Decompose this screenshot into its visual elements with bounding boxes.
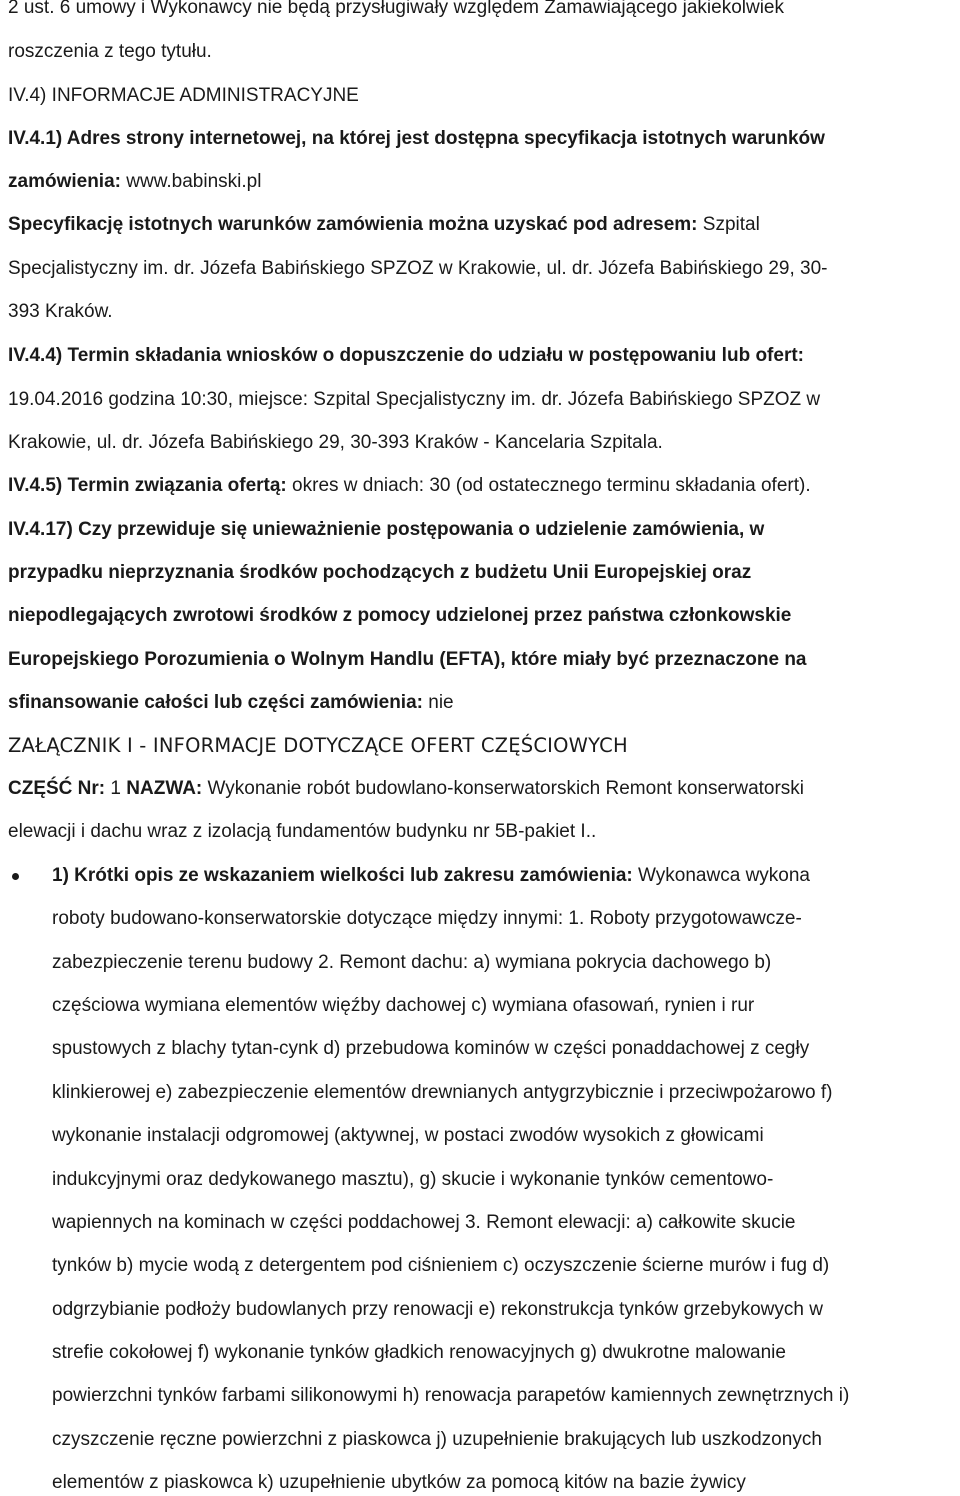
bold-text: IV.4.5) Termin związania ofertą: bbox=[8, 475, 293, 496]
line-8 bbox=[8, 300, 113, 324]
bullet-line-3 bbox=[52, 951, 771, 975]
bold-text: 1) Krótki opis ze wskazaniem wielkości lub zakresu zamówienia: bbox=[52, 865, 639, 886]
bold-text: zamówienia: bbox=[8, 171, 127, 192]
body-text: Krakowie, ul. dr. Józefa Babińskiego 29, 30-393 Kraków - Kancelaria Szpitala. bbox=[8, 432, 663, 453]
bullet-line-11 bbox=[52, 1298, 823, 1322]
line-9 bbox=[8, 344, 804, 368]
bullet-line-1 bbox=[52, 864, 810, 888]
body-text: Specjalistyczny im. dr. Józefa Babińskiego SPZOZ w Krakowie, ul. dr. Józefa Babińskiego 29, 30- bbox=[8, 258, 828, 279]
body-text: strefie cokołowej f) wykonanie tynków gładkich renowacyjnych g) dwukrotne malowanie bbox=[52, 1342, 786, 1363]
bullet-line-15 bbox=[52, 1471, 746, 1495]
line-10 bbox=[8, 388, 820, 412]
bullet-line-6 bbox=[52, 1081, 832, 1105]
bullet-line-5 bbox=[52, 1037, 809, 1061]
bullet-icon bbox=[12, 873, 19, 880]
line-1 bbox=[8, 0, 784, 20]
body-text: IV.4) INFORMACJE ADMINISTRACYJNE bbox=[8, 85, 359, 106]
body-text: powierzchni tynków farbami silikonowymi h) renowacja parapetów kamiennych zewnętrznych i) bbox=[52, 1385, 850, 1406]
part-line-1 bbox=[8, 777, 804, 801]
bold-text: IV.4.1) Adres strony internetowej, na której jest dostępna specyfikacja istotnych warunków bbox=[8, 128, 825, 149]
bold-text: sfinansowanie całości lub części zamówienia: bbox=[8, 692, 429, 713]
line-15 bbox=[8, 604, 791, 628]
bold-text: NAZWA: bbox=[126, 778, 208, 799]
line-14 bbox=[8, 561, 751, 585]
body-text: zabezpieczenie terenu budowy 2. Remont dachu: a) wymiana pokrycia dachowego b) bbox=[52, 952, 772, 973]
bold-text: przypadku nieprzyznania środków pochodzących z budżetu Unii Europejskiej oraz bbox=[8, 562, 752, 583]
body-text: roszczenia z tego tytułu. bbox=[8, 41, 212, 62]
bullet-line-13 bbox=[52, 1384, 849, 1408]
body-text: Szpital bbox=[702, 214, 760, 235]
part-line-2 bbox=[8, 820, 596, 844]
body-text: wapiennych na kominach w części poddachowej 3. Remont elewacji: a) całkowite skucie bbox=[52, 1212, 796, 1233]
line-7 bbox=[8, 257, 828, 281]
line-6 bbox=[8, 213, 760, 237]
bold-text: IV.4.4) Termin składania wniosków o dopuszczenie do udziału w postępowaniu lub ofert: bbox=[8, 345, 804, 366]
body-text: elewacji i dachu wraz z izolacją fundamentów budynku nr 5B-pakiet I.. bbox=[8, 821, 597, 842]
line-12 bbox=[8, 474, 811, 498]
line-11 bbox=[8, 431, 663, 455]
body-text: tynków b) mycie wodą z detergentem pod ciśnieniem c) oczyszczenie ścierne murów i fug d) bbox=[52, 1255, 830, 1276]
body-text: 1 bbox=[110, 778, 127, 799]
body-text: 2 ust. 6 umowy i Wykonawcy nie będą przysługiwały względem Zamawiającego jakiekolwiek bbox=[8, 0, 784, 18]
body-text: www.babinski.pl bbox=[126, 171, 262, 192]
body-text: Wykonanie robót budowlano-konserwatorskich Remont konserwatorski bbox=[207, 778, 805, 799]
line-3 bbox=[8, 84, 359, 108]
bullet-line-14 bbox=[52, 1428, 822, 1452]
bullet-line-10 bbox=[52, 1254, 829, 1278]
body-text: 393 Kraków. bbox=[8, 301, 113, 322]
bullet-line-12 bbox=[52, 1341, 786, 1365]
body-text: czyszczenie ręczne powierzchni z piaskowca j) uzupełnienie brakujących lub uszkodzonych bbox=[52, 1429, 822, 1450]
bullet-line-9 bbox=[52, 1211, 795, 1235]
annex-heading: ZAŁĄCZNIK I - INFORMACJE DOTYCZĄCE OFERT CZĘŚCIOWYCH bbox=[8, 734, 628, 757]
body-text: Wykonawca wykona bbox=[638, 865, 810, 886]
body-text: elementów z piaskowca k) uzupełnienie ubytków za pomocą kitów na bazie żywicy bbox=[52, 1472, 746, 1493]
body-text: indukcyjnymi oraz dedykowanego masztu), g) skucie i wykonanie tynków cementowo- bbox=[52, 1169, 774, 1190]
body-text: 19.04.2016 godzina 10:30, miejsce: Szpital Specjalistyczny im. dr. Józefa Babińskiego SPZOZ w bbox=[8, 389, 821, 410]
body-text: częściowa wymiana elementów więźby dachowej c) wymiana ofasowań, rynien i rur bbox=[52, 995, 755, 1016]
body-text: wykonanie instalacji odgromowej (aktywnej, w postaci zwodów wysokich z głowicami bbox=[52, 1125, 764, 1146]
line-13 bbox=[8, 518, 764, 542]
body-text: nie bbox=[428, 692, 454, 713]
bold-text: Specyfikację istotnych warunków zamówienia można uzyskać pod adresem: bbox=[8, 214, 703, 235]
body-text: spustowych z blachy tytan-cynk d) przebudowa kominów w części ponaddachowej z cegły bbox=[52, 1038, 810, 1059]
body-text: okres w dniach: 30 (od ostatecznego terminu składania ofert). bbox=[292, 475, 811, 496]
bullet-line-8 bbox=[52, 1168, 773, 1192]
line-5 bbox=[8, 170, 261, 194]
bold-text: Europejskiego Porozumienia o Wolnym Handlu (EFTA), które miały być przeznaczone na bbox=[8, 649, 807, 670]
bullet-line-7 bbox=[52, 1124, 764, 1148]
body-text: roboty budowano-konserwatorskie dotyczące między innymi: 1. Roboty przygotowawcze- bbox=[52, 908, 802, 929]
body-text: klinkierowej e) zabezpieczenie elementów drewnianych antygrzybicznie i przeciwpożarowo f) bbox=[52, 1082, 833, 1103]
line-17 bbox=[8, 691, 454, 715]
bold-text: CZĘŚĆ Nr: bbox=[8, 778, 111, 799]
bullet-line-4 bbox=[52, 994, 754, 1018]
bullet-line-2 bbox=[52, 907, 802, 931]
line-2 bbox=[8, 40, 212, 64]
bold-text: niepodlegających zwrotowi środków z pomocy udzielonej przez państwa członkowskie bbox=[8, 605, 792, 626]
bold-text: IV.4.17) Czy przewiduje się unieważnienie postępowania o udzielenie zamówienia, w bbox=[8, 519, 765, 540]
line-16 bbox=[8, 648, 807, 672]
line-4 bbox=[8, 127, 825, 151]
body-text: odgrzybianie podłoży budowlanych przy renowacji e) rekonstrukcja tynków grzebykowych w bbox=[52, 1299, 823, 1320]
